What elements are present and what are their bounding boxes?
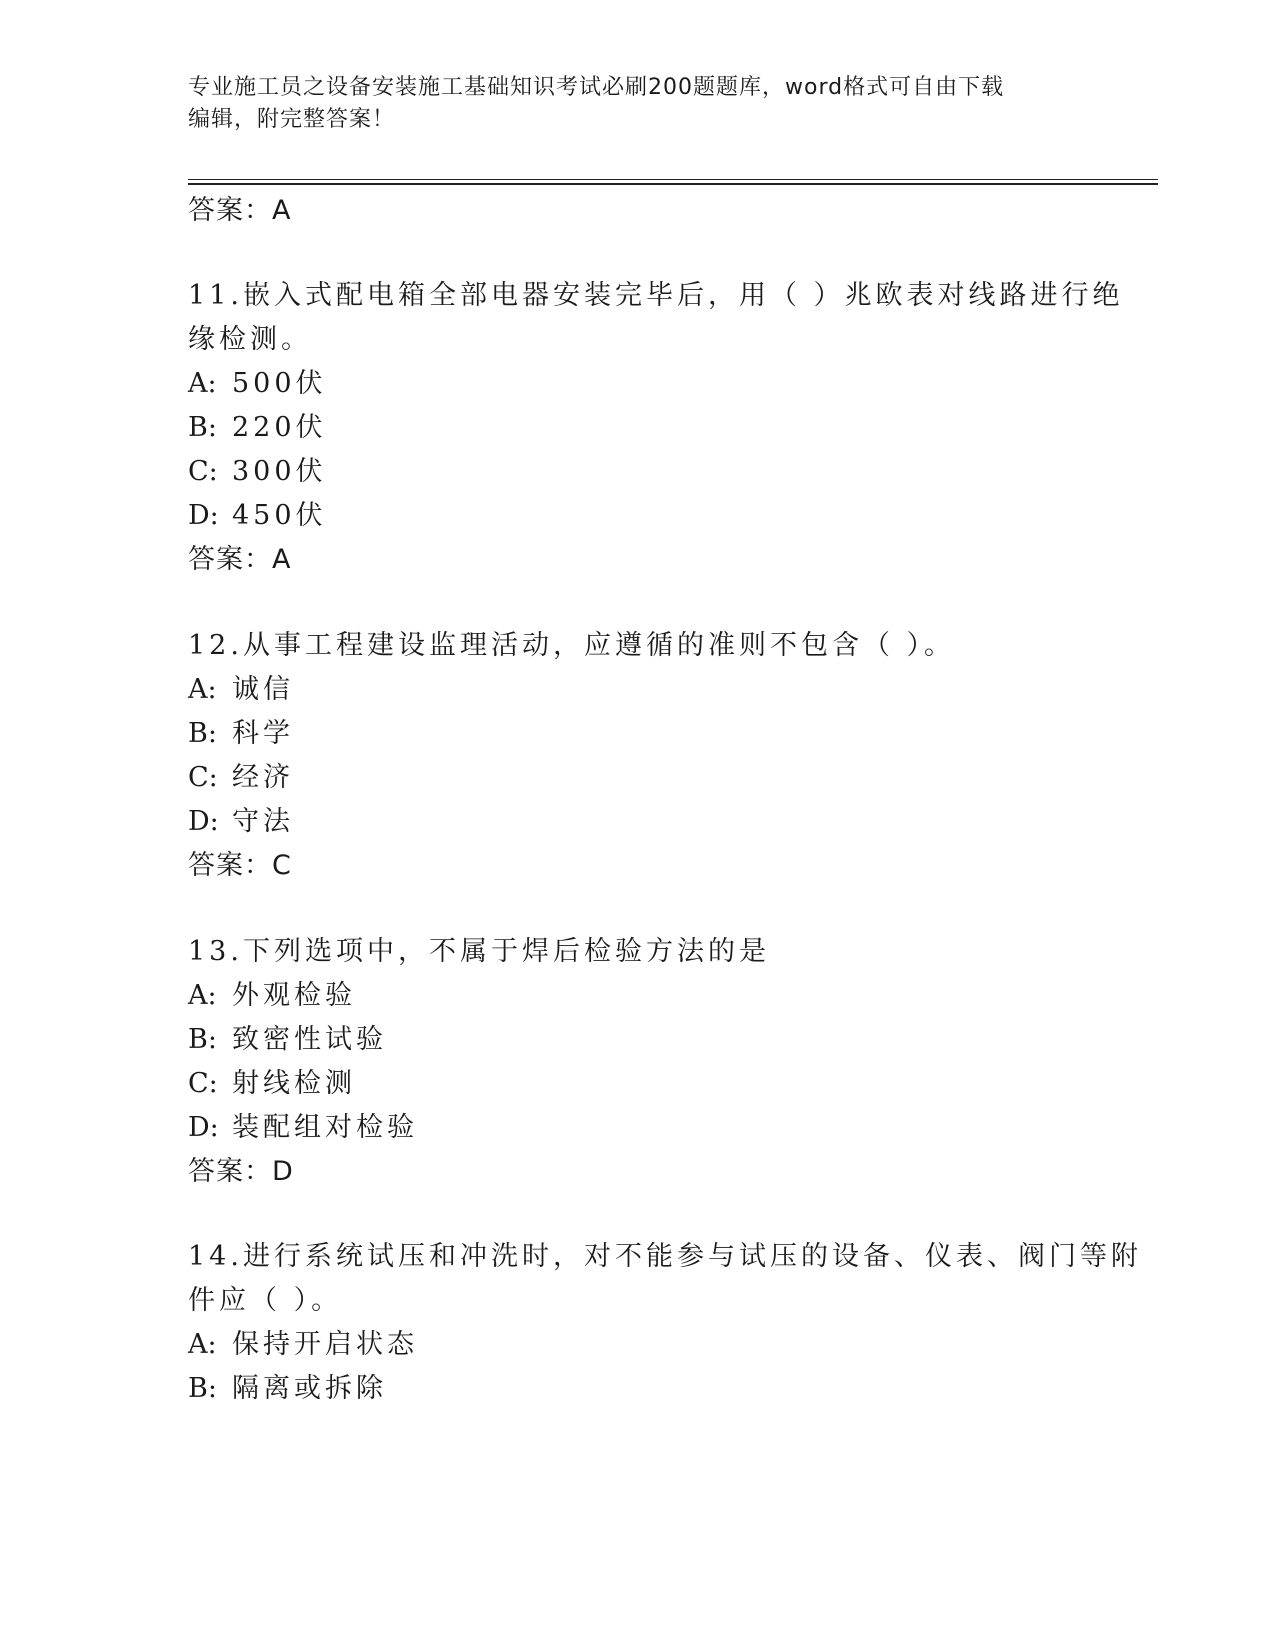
option-text: 300伏 (232, 456, 327, 487)
option-d (188, 493, 327, 532)
option-label: A: (188, 1329, 217, 1360)
question-stem: 14.进行系统试压和冲洗时，对不能参与试压的设备、仪表、阀门等附 (188, 1241, 1142, 1272)
question-stem-continued: 件应（ ）。 (188, 1285, 343, 1316)
option-text: 装配组对检验 (232, 1112, 418, 1143)
answer-line: 答案：A (188, 195, 292, 226)
option-label: B: (188, 1024, 217, 1055)
option-a (188, 361, 327, 400)
header-rule-thin (188, 179, 1158, 180)
header-rule-thick (188, 183, 1158, 185)
header-title-line-1: 专业施工员之设备安装施工基础知识考试必刷200题题库，word格式可自由下载 (188, 75, 1005, 100)
option-c (188, 755, 294, 794)
option-text: 外观检验 (232, 980, 356, 1011)
option-b (188, 1017, 387, 1056)
option-d (188, 1105, 418, 1144)
option-label: C: (188, 1068, 218, 1099)
option-label: D: (188, 500, 219, 531)
option-text: 保持开启状态 (232, 1329, 418, 1360)
option-label: D: (188, 806, 219, 837)
option-text: 220伏 (232, 412, 327, 443)
option-text: 科学 (232, 718, 294, 749)
option-label: B: (188, 1373, 217, 1404)
answer-line: 答案：C (188, 850, 292, 881)
header-title-line-2: 编辑，附完整答案！ (188, 107, 396, 132)
option-b (188, 711, 294, 750)
option-text: 经济 (232, 762, 294, 793)
option-a (188, 1322, 418, 1361)
option-text: 致密性试验 (232, 1024, 387, 1055)
option-a (188, 973, 356, 1012)
option-text: 诚信 (232, 674, 294, 705)
option-label: A: (188, 980, 217, 1011)
option-label: D: (188, 1112, 219, 1143)
option-b (188, 405, 327, 444)
option-label: A: (188, 368, 217, 399)
option-text: 450伏 (232, 500, 327, 531)
answer-line: 答案：A (188, 544, 292, 575)
option-a (188, 667, 294, 706)
option-label: A: (188, 674, 217, 705)
option-label: C: (188, 456, 218, 487)
option-text: 500伏 (232, 368, 327, 399)
page-header (188, 72, 1088, 136)
option-label: B: (188, 412, 217, 443)
option-b (188, 1366, 387, 1405)
option-text: 射线检测 (232, 1068, 356, 1099)
option-text: 守法 (232, 806, 294, 837)
option-c (188, 449, 327, 488)
question-stem: 13.下列选项中，不属于焊后检验方法的是 (188, 936, 770, 967)
answer-line: 答案：D (188, 1156, 294, 1187)
question-stem-continued: 缘检测。 (188, 324, 312, 355)
option-label: B: (188, 718, 217, 749)
option-label: C: (188, 762, 218, 793)
option-text: 隔离或拆除 (232, 1373, 387, 1404)
option-c (188, 1061, 356, 1100)
question-stem: 12.从事工程建设监理活动，应遵循的准则不包含（ ）。 (188, 630, 956, 661)
question-stem: 11.嵌入式配电箱全部电器安装完毕后，用（ ）兆欧表对线路进行绝 (188, 280, 1124, 311)
option-d (188, 799, 294, 838)
